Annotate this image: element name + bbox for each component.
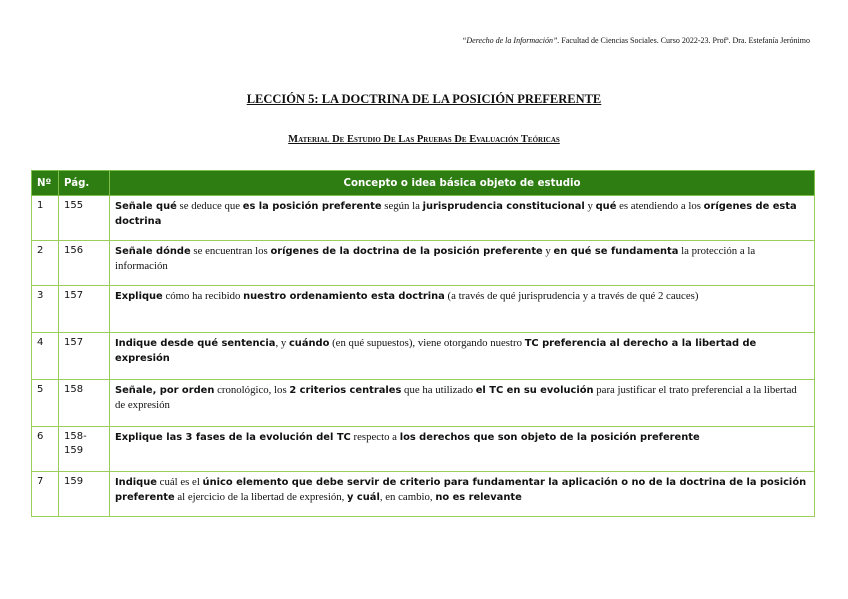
concept-bold-text: TC preferencia al derecho a la libertad de expresión: [115, 338, 757, 364]
concept-bold-text: Señale qué: [115, 201, 177, 212]
concept-text: se deduce que: [176, 200, 243, 212]
concept-bold-text: único elemento que debe servir de criterio para fundamentar la aplicación o no de la doctrina de la posición preferente: [115, 477, 807, 503]
row-concept: [110, 241, 815, 286]
concept-text: es atendiendo a los: [616, 200, 704, 212]
row-number: 7: [32, 472, 59, 517]
concept-bold-text: Explique: [115, 291, 163, 302]
table-row: [32, 427, 815, 472]
row-concept: [110, 380, 815, 427]
concept-bold-text: orígenes de la doctrina de la posición preferente: [270, 246, 543, 257]
row-page: 158: [59, 380, 110, 427]
concept-bold-text: y cuál: [347, 492, 380, 503]
concept-bold-text: Explique las 3 fases de la evolución del TC: [115, 432, 351, 443]
concept-bold-text: Indique desde qué sentencia: [115, 338, 276, 349]
study-table: [31, 170, 815, 517]
concept-bold-text: es la posición preferente: [242, 201, 382, 212]
concept-bold-text: Señale dónde: [115, 246, 191, 257]
concept-bold-text: en qué se fundamenta: [553, 246, 679, 257]
concept-text: , y: [275, 337, 289, 349]
concept-text: respecto a: [350, 431, 400, 443]
header-num: Nº: [32, 171, 59, 196]
concept-bold-text: nuestro ordenamiento esta doctrina: [243, 291, 445, 302]
row-number: 4: [32, 333, 59, 380]
concept-bold-text: Señale, por orden: [115, 385, 215, 396]
table-row: [32, 380, 815, 427]
table-row: [32, 286, 815, 333]
row-page: 156: [59, 241, 110, 286]
concept-text: la protección a la información: [115, 245, 756, 272]
concept-text: para justificar el trato preferencial a la libertad de expresión: [115, 384, 797, 411]
row-page: 155: [59, 196, 110, 241]
concept-text: y: [542, 245, 554, 257]
concept-text: al ejercicio de la libertad de expresión,: [174, 491, 348, 503]
table-header-row: [32, 171, 815, 196]
concept-text: , en cambio,: [379, 491, 436, 503]
concept-bold-text: 2 criterios centrales: [289, 385, 402, 396]
row-number: 3: [32, 286, 59, 333]
row-number: 2: [32, 241, 59, 286]
row-number: 6: [32, 427, 59, 472]
concept-bold-text: Indique: [115, 477, 157, 488]
concept-text: y: [584, 200, 596, 212]
concept-bold-text: qué: [595, 201, 617, 212]
concept-bold-text: jurisprudencia constitucional: [422, 201, 585, 212]
course-info: Facultad de Ciencias Sociales. Curso 2022-23. Profª. Dra. Estefanía Jerónimo: [559, 36, 810, 45]
concept-text: que ha utilizado: [401, 384, 476, 396]
concept-bold-text: orígenes de esta doctrina: [115, 201, 797, 227]
concept-text: (a través de qué jurisprudencia y a través de qué 2 cauces): [444, 290, 699, 302]
table-row: [32, 196, 815, 241]
row-number: 5: [32, 380, 59, 427]
row-page: 158-159: [59, 427, 110, 472]
section-subtitle: Material De Estudio De Las Pruebas De Evaluación Teóricas: [288, 134, 560, 145]
header-concept: Concepto o idea básica objeto de estudio: [110, 171, 815, 196]
concept-text: cómo ha recibido: [162, 290, 244, 302]
row-number: 1: [32, 196, 59, 241]
concept-text: cronológico, los: [214, 384, 290, 396]
page-header: [462, 36, 810, 45]
concept-text: se encuentran los: [190, 245, 271, 257]
concept-text: (en qué supuestos), viene otorgando nuestro: [329, 337, 525, 349]
table-row: [32, 241, 815, 286]
row-page: 157: [59, 286, 110, 333]
row-concept: [110, 333, 815, 380]
row-concept: [110, 472, 815, 517]
course-name: “Derecho de la Información”.: [461, 36, 560, 45]
row-concept: [110, 286, 815, 333]
row-page: 157: [59, 333, 110, 380]
header-page: Pág.: [59, 171, 110, 196]
table-row: [32, 472, 815, 517]
concept-bold-text: no es relevante: [435, 492, 522, 503]
concept-bold-text: cuándo: [288, 338, 330, 349]
lesson-title: LECCIÓN 5: LA DOCTRINA DE LA POSICIÓN PREFERENTE: [246, 92, 602, 106]
row-concept: [110, 427, 815, 472]
concept-bold-text: los derechos que son objeto de la posición preferente: [399, 432, 700, 443]
concept-bold-text: el TC en su evolución: [475, 385, 594, 396]
row-page: 159: [59, 472, 110, 517]
table-row: [32, 333, 815, 380]
row-concept: [110, 196, 815, 241]
concept-text: cuál es el: [156, 476, 203, 488]
concept-text: según la: [381, 200, 423, 212]
